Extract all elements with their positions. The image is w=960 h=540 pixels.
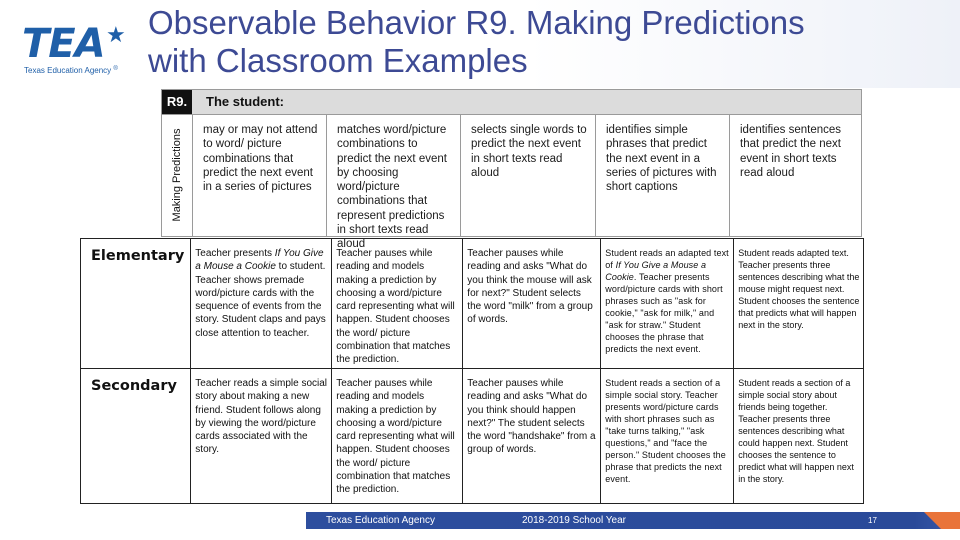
table-cell: Teacher pauses while reading and models making a prediction by choosing a word/picture card representing what will happen. Student chooses the word/ picture combination that matches the prediction. [332, 239, 463, 369]
star-icon: ★ [106, 22, 126, 47]
table-cell: Student reads an adapted text of If You Give a Mouse a Cookie. Teacher presents word/picture cards with short phrases such as "ask for cookie," "ask for milk," and "ask for straw." Student chooses the phrase that predicts the next event. [601, 239, 734, 369]
table-cell: Student reads a section of a simple social story about friends being together. Teacher presents three sentences describing what could happen next. Student chooses the sentence to predict what will happen next in the story. [734, 369, 864, 504]
table-cell: Teacher pauses while reading and asks "What do you think should happen next?" The student selects the word "handshake" from a group of words. [463, 369, 601, 504]
footer-org: Texas Education Agency [326, 515, 435, 526]
figure-number: R9. [162, 90, 192, 114]
examples-table [80, 238, 864, 504]
title-line-1: Observable Behavior R9. Making Predictions [148, 4, 805, 41]
tea-logo [22, 21, 132, 80]
page-number: 17 [868, 516, 877, 525]
table-cell: Teacher pauses while reading and asks "What do you think the mouse will ask for next?" Student selects the word "milk" from a group of words. [463, 239, 601, 369]
figure-cell: may or may not attend to word/ picture combinations that predict the next event in a series of pictures [193, 114, 327, 236]
table-row [81, 239, 864, 369]
table-cell: Student reads a section of a simple social story. Teacher presents word/picture cards with short phrases such as "take turns talking," "ask questions," and "face the person." Student chooses the phrase that predicts the next event. [601, 369, 734, 504]
figure-cell: selects single words to predict the next event in short texts read aloud [461, 114, 596, 236]
footer-accent-block [941, 512, 960, 529]
row-label-secondary: Secondary [81, 369, 191, 504]
footer-accent [924, 512, 941, 529]
title-line-2: with Classroom Examples [148, 42, 528, 79]
logo-subtitle: Texas Education Agency ® [24, 66, 118, 75]
slide-title [148, 4, 948, 80]
table-cell: Teacher reads a simple social story about making a new friend. Student follows along by viewing the word/picture cards associated with the story. [191, 369, 332, 504]
behavior-figure [161, 89, 862, 251]
table-cell: Teacher presents If You Give a Mouse a Cookie to student. Teacher shows premade word/picture cards with the sequence of events from the story. Student claps and pays close attention to teacher. [191, 239, 332, 369]
figure-cell: matches word/picture combinations to predict the next event by choosing word/picture combinations that represent predictions in short texts read aloud [327, 114, 461, 236]
row-label-elementary: Elementary [81, 239, 191, 369]
figure-cell: identifies simple phrases that predict the next event in a series of pictures with short captions [596, 114, 730, 236]
figure-header [162, 90, 861, 115]
table-cell: Teacher pauses while reading and models making a prediction by choosing a word/picture card representing what will happen. Student chooses the word/ picture combination that matches the prediction. [332, 369, 463, 504]
logo-mark: TEA [22, 21, 105, 67]
figure-side-label: Making Predictions [162, 114, 193, 236]
figure-cell: identifies sentences that predict the next event in short texts read aloud [740, 124, 842, 179]
footer-year: 2018-2019 School Year [522, 515, 626, 526]
table-row [81, 369, 864, 504]
table-cell: Student reads adapted text. Teacher presents three sentences describing what the mouse might request next. Student chooses the sentence that predicts what will happen next in the story. [734, 239, 864, 369]
figure-lead: The student: [206, 94, 284, 109]
